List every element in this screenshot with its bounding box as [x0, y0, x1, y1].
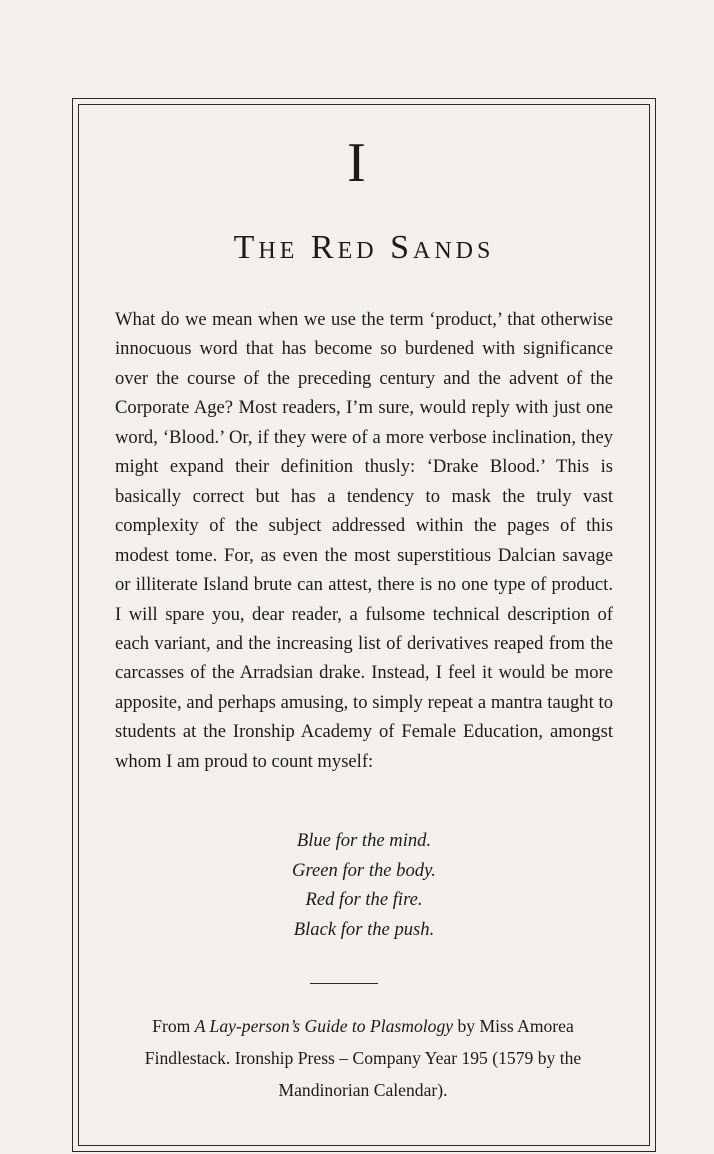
citation-prefix: From — [152, 1016, 195, 1036]
citation — [108, 1010, 618, 1106]
section-divider — [310, 983, 378, 984]
mantra-line: Black for the push. — [293, 918, 435, 940]
chapter-title: The Red Sands — [233, 229, 495, 266]
citation-book-title: A Lay-person’s Guide to Plasmology — [194, 1016, 454, 1036]
chapter-number: I — [347, 132, 367, 194]
mantra-verse — [0, 826, 714, 944]
citation-suffix: by Miss Amorea Findlestack. Ironship Press – Company Year 195 (1579 by the Mandinorian Calendar). — [144, 1016, 582, 1100]
mantra-line: Green for the body. — [292, 859, 436, 881]
mantra-line: Blue for the mind. — [296, 830, 432, 851]
mantra-line: Red for the fire. — [305, 889, 423, 910]
body-paragraph: What do we mean when we use the term ‘product,’ that otherwise innocuous word that has become so burdened with significance over the course of the preceding century and the advent of the Corporate Age? Most readers, I’m sure, would reply with just one word, ‘Blood.’ Or, if they were of a more verbose inclination, they might expand their definition thusly: ‘Drake Blood.’ This is basically correct but has a tendency to mask the truly vast complexity of the subject addressed within the pages of this modest tome. For, as even the most superstitious Dalcian savage or illiterate Island brute can attest, there is no one type of product. I will spare you, dear reader, a fulsome technical description of each variant, and the increasing list of derivatives reaped from the carcasses of the Arradsian drake. Instead, I feel it would be more apposite, and perhaps amusing, to simply repeat a mantra taught to students at the Ironship Academy of Female Education, amongst whom I am proud to count myself: — [115, 309, 613, 772]
